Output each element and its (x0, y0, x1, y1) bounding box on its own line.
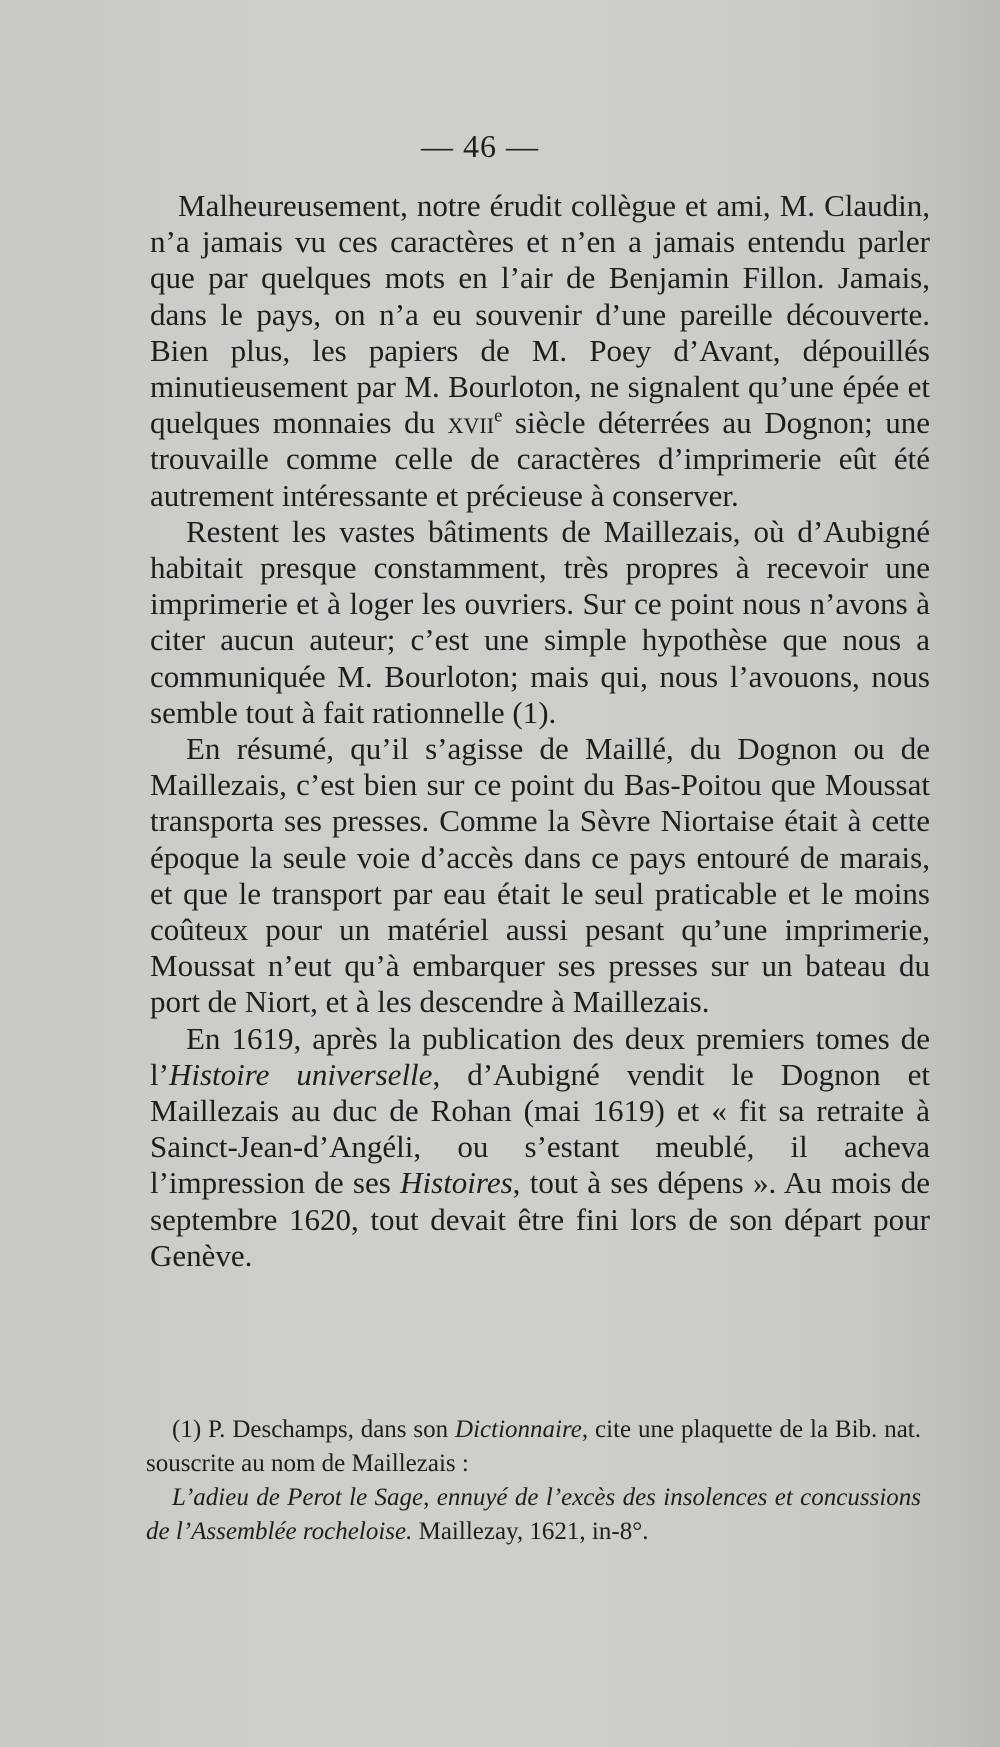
paragraph-3: En résumé, qu’il s’agisse de Maillé, du Dognon ou de Maillezais, c’est bien sur ce point du Bas-Poitou que Moussat transporta ses presses. Comme la Sèvre Niortaise était à cette époque la seule voie d’accès dans ce pays entouré de marais, et que le transport par eau était le seul praticable et le moins coûteux pour un matériel aussi pesant qu’une imprimerie, Moussat n’eut qu’à embarquer ses presses sur un bateau du port de Niort, et à les descendre à Maillezais. (150, 731, 930, 1020)
footnote (146, 1413, 921, 1549)
paragraph-1 (150, 188, 930, 514)
century-numeral: xvii (447, 405, 495, 441)
quoted-title: L’adieu de Perot le Sage, ennuyé de l’excès des insolences et concussions de l’Assemblée rocheloise. (146, 1484, 921, 1545)
paragraph-4-part-2: , d’Aubigné vendit le Dognon et Maillezais au duc de Rohan (mai 1619) et « fit sa retraite à Sainct-Jean-d’Angéli, ou s’estant meublé, il acheva l’impression de ses (150, 1056, 931, 1201)
title-dictionnaire: Dictionnaire (455, 1416, 582, 1443)
title-histoires: Histoires (400, 1165, 513, 1201)
paragraph-4-part-3: , tout à ses dépens ». Au mois de septembre 1620, tout devait être fini lors de son départ pour Genève. (150, 1165, 930, 1273)
title-histoire-universelle: Histoire universelle (168, 1056, 433, 1092)
footnote-quote (146, 1481, 921, 1549)
paragraph-2: Restent les vastes bâtiments de Maillezais, où d’Aubigné habitait presque constamment, très propres à recevoir une imprimerie et à loger les ouvriers. Sur ce point nous n’avons à citer aucun auteur; c’est une simple hypothèse que nous a communiquée M. Bourloton; mais qui, nous l’avouons, nous semble tout à fait rationnelle (1). (150, 513, 930, 730)
paragraph-1-lead: Malheureusement, notre érudit collègue et ami, M. Claudin, n’a jamais vu ces caractères et n’en a jamais entendu parler que par quelques mots en l’air de Benjamin Fillon. Jamais, dans le pays, on n’a eu souvenir d’une pareille découverte. Bien plus, les papiers de M. Poey d’Avant, dépouillés minutieusement par M. Bourloton, ne signalent qu’une épée et quelques monnaies du (150, 188, 930, 441)
page-number: — 46 — (421, 128, 539, 164)
footnote-part-2: , cite une plaquette de la Bib. nat. souscrite au nom de Maillezais : (146, 1416, 921, 1477)
main-text (150, 188, 930, 1274)
quoted-imprint: Maillezay, 1621, in-8°. (412, 1518, 649, 1545)
paragraph-4-part-1: En 1619, après la publication des deux premiers tomes de l’ (150, 1020, 930, 1092)
paragraph-1-rest: siècle déterrées au Dognon; une trouvaille comme celle de caractères d’imprimerie eût été autrement intéressante et précieuse à conserver. (150, 405, 930, 513)
footnote-text (146, 1413, 921, 1481)
century-superscript: e (494, 405, 503, 427)
footnote-part-1: (1) P. Deschamps, dans son (172, 1416, 456, 1443)
paragraph-4 (150, 1021, 930, 1274)
